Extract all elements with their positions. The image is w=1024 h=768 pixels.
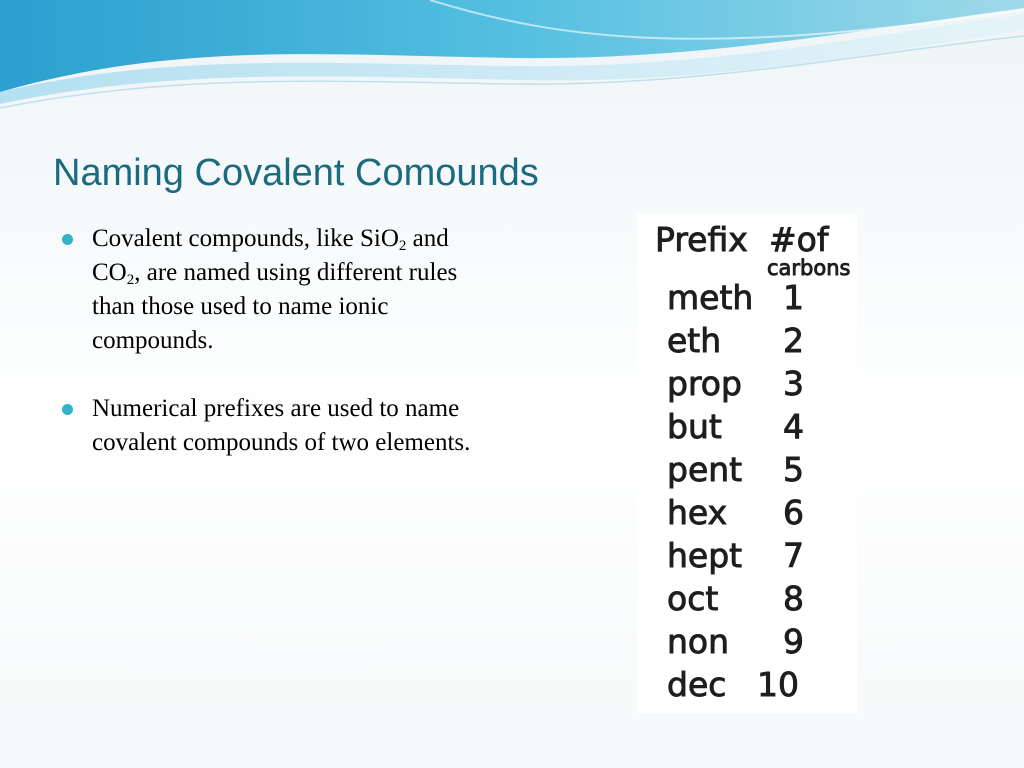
prefix-cell: eth bbox=[667, 321, 722, 360]
prefix-cell: oct bbox=[667, 579, 719, 618]
prefix-cell: non bbox=[667, 622, 730, 661]
bullet-text-part: and CO bbox=[92, 225, 449, 286]
bullet-dot-icon bbox=[62, 234, 73, 245]
carbon-count-cell: 3 bbox=[783, 364, 804, 403]
carbon-count-cell: 1 bbox=[783, 278, 804, 317]
carbon-count-cell: 4 bbox=[783, 407, 804, 446]
prefix-header: Prefix bbox=[655, 220, 748, 259]
subscript: 2 bbox=[398, 238, 407, 254]
carbon-count-cell: 6 bbox=[783, 493, 804, 532]
slide-title: Naming Covalent Comounds bbox=[53, 152, 539, 194]
bullet-list bbox=[62, 222, 482, 460]
prefix-cell: meth bbox=[667, 278, 754, 317]
prefix-table-image bbox=[637, 213, 857, 713]
carbon-count-cell: 7 bbox=[783, 536, 804, 575]
count-header-line2: carbons bbox=[767, 256, 851, 280]
carbon-count-cell: 8 bbox=[783, 579, 804, 618]
bullet-dot-icon bbox=[62, 404, 73, 415]
bullet-text: Numerical prefixes are used to name covalent compounds of two elements. bbox=[92, 395, 471, 456]
prefix-cell: but bbox=[667, 407, 722, 446]
prefix-table-rows bbox=[667, 278, 804, 704]
carbon-count-cell: 2 bbox=[783, 321, 804, 360]
bullet-item-covalent bbox=[62, 222, 482, 358]
carbon-count-cell: 5 bbox=[783, 450, 804, 489]
carbon-count-cell: 10 bbox=[757, 665, 799, 704]
subscript: 2 bbox=[126, 272, 135, 288]
prefix-cell: prop bbox=[667, 364, 742, 403]
prefix-cell: pent bbox=[667, 450, 743, 489]
prefix-cell: hex bbox=[667, 493, 728, 532]
header-wave-decoration bbox=[0, 0, 1024, 120]
carbon-count-cell: 9 bbox=[783, 622, 804, 661]
prefix-cell: hept bbox=[667, 536, 743, 575]
bullet-item-prefixes bbox=[62, 392, 482, 460]
count-header-line1: #of bbox=[769, 220, 829, 259]
bullet-text-part: Covalent compounds, like SiO bbox=[92, 225, 399, 252]
prefix-cell: dec bbox=[667, 665, 727, 704]
bullet-text-part: , are named using different rules than those used to name ionic compounds. bbox=[92, 259, 458, 354]
